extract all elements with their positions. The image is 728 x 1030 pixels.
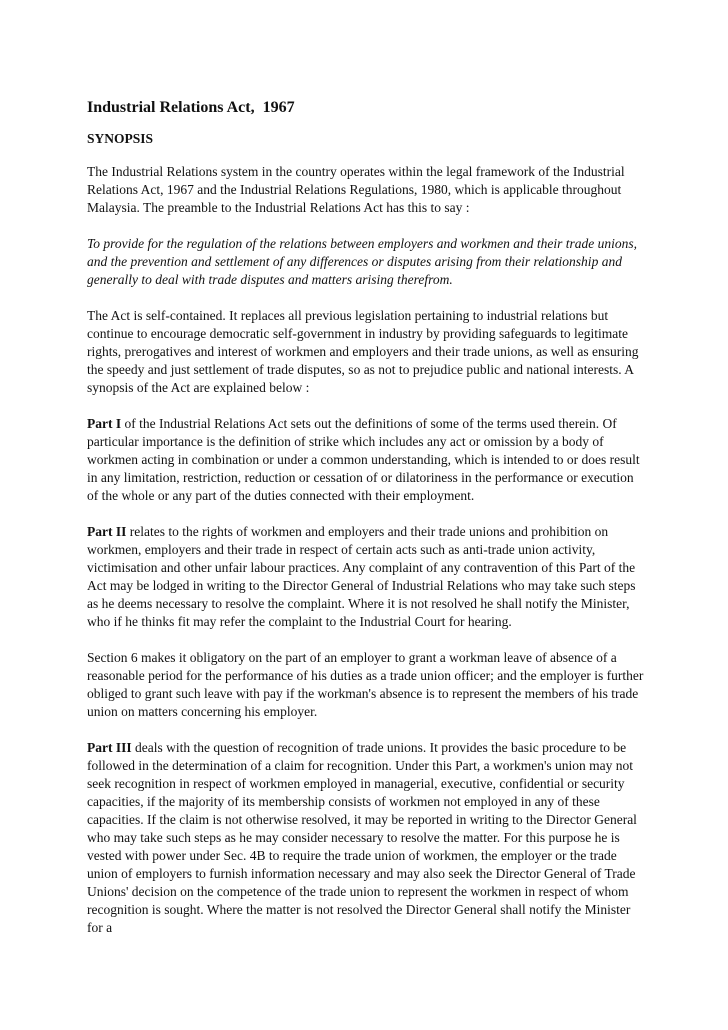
part-1-label: Part I	[87, 416, 122, 431]
part-2-text: relates to the rights of workmen and employers and their trade unions and prohibition on workmen, employers and their trade in respect of certain acts such as anti-trade union activity, victimisation and other unfair labour practices. Any complaint of any contravention of this Part of the Act may be lodged in writing to the Director General of Industrial Relations who may take such steps as he deems necessary to resolve the complaint. Where it is not resolved he shall notify the Minister, who if he thinks fit may refer the complaint to the Industrial Court for hearing.	[87, 524, 636, 629]
document-page	[87, 98, 647, 955]
preamble-paragraph: To provide for the regulation of the relations between employers and workmen and their trade unions, and the prevention and settlement of any differences or disputes arising from their relationship and generally to deal with trade disputes and matters arising therefrom.	[87, 236, 637, 287]
section-6-paragraph: Section 6 makes it obligatory on the part of an employer to grant a workman leave of absence of a reasonable period for the performance of his duties as a trade union officer; and the employer is further obliged to grant such leave with pay if the workman's absence is to represent the members of his trade union on matters concerning his employer.	[87, 650, 644, 719]
self-contained-paragraph: The Act is self-contained. It replaces all previous legislation pertaining to industrial relations but continue to encourage democratic self-government in industry by providing safeguards to legitimate rights, prerogatives and interest of workmen and employers and their trade unions, as well as ensuring the speedy and just settlement of trade disputes, so as not to prejudice public and national interests. A synopsis of the Act are explained below :	[87, 308, 639, 395]
part-1-paragraph	[87, 415, 647, 505]
document-title: Industrial Relations Act, 1967	[87, 99, 295, 116]
part-2-label: Part II	[87, 524, 127, 539]
intro-paragraph: The Industrial Relations system in the country operates within the legal framework of the Industrial Relations Act, 1967 and the Industrial Relations Regulations, 1980, which is applicable throughout Malaysia. The preamble to the Industrial Relations Act has this to say :	[87, 164, 625, 215]
part-3-text: deals with the question of recognition of trade unions. It provides the basic procedure to be followed in the determination of a claim for recognition. Under this Part, a workmen's union may not seek recognition in respect of workmen employed in managerial, executive, confidential or security capacities, if the majority of its membership consists of workmen not employed in any of these capacities. If the claim is not otherwise resolved, it may be reported in writing to the Director General who may take such steps as he may consider necessary to resolve the matter. For this purpose he is vested with power under Sec. 4B to require the trade union of workmen, the employer or the trade union of employers to furnish information necessary and may also seek the Director General of Trade Unions' decision on the competence of the trade union to represent the workmen in respect of whom recognition is sought. Where the matter is not resolved the Director General shall notify the Minister for a	[87, 740, 637, 935]
synopsis-heading: SYNOPSIS	[87, 131, 154, 146]
part-3-label: Part III	[87, 740, 132, 755]
part-2-paragraph	[87, 523, 647, 631]
part-3-paragraph	[87, 739, 647, 937]
part-1-text: of the Industrial Relations Act sets out the definitions of some of the terms used therein. Of particular importance is the definition of strike which includes any act or omission by a body of workmen acting in combination or under a common understanding, which is intended to or does result in any limitation, restriction, reduction or cessation of or dilatoriness in the performance or execution of the whole or any part of the duties connected with their employment.	[87, 416, 640, 503]
